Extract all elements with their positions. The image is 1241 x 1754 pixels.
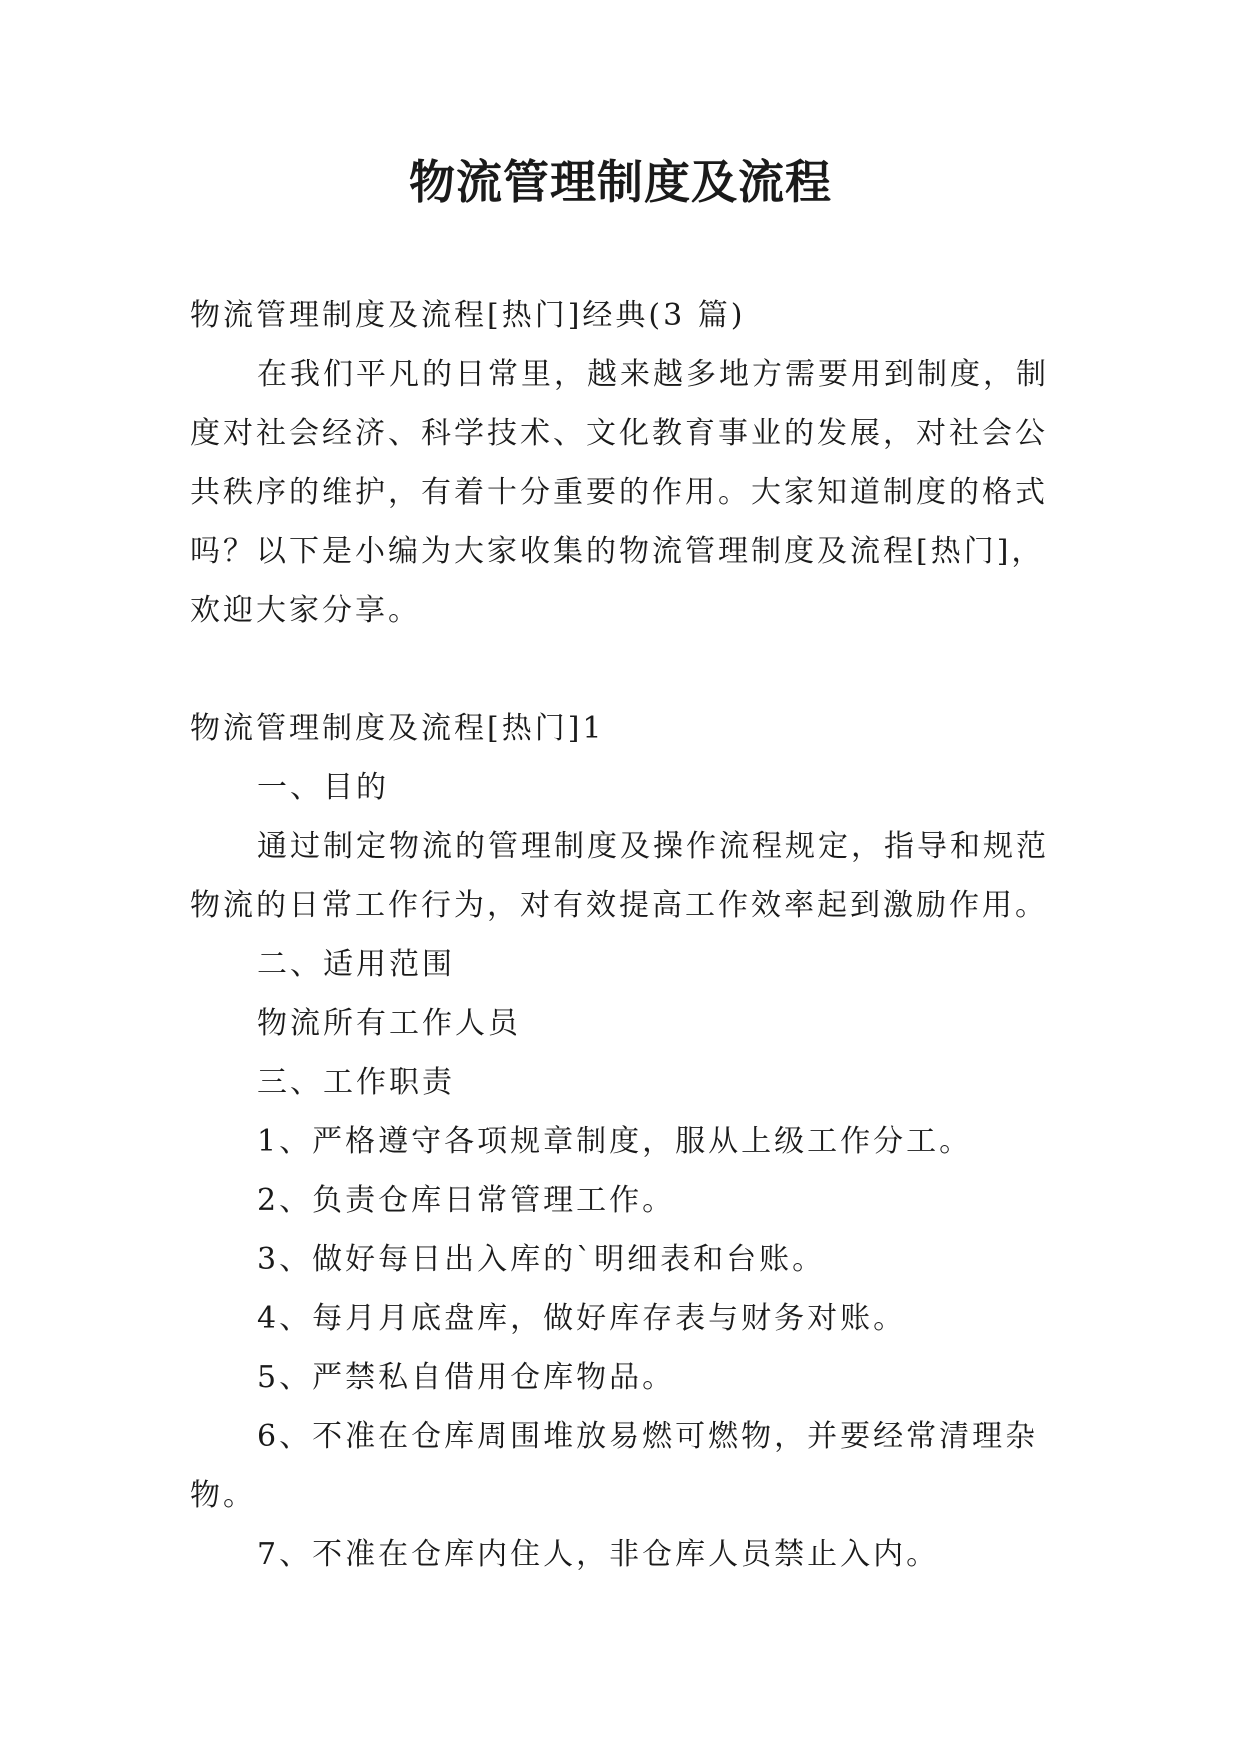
scope-paragraph: 物流所有工作人员 xyxy=(257,1006,521,1041)
heading-purpose: 一、目的 xyxy=(257,770,389,805)
duty-item: 7、不准在仓库内住人，非仓库人员禁止入内。 xyxy=(257,1537,940,1572)
purpose-paragraph: 通过制定物流的管理制度及操作流程规定，指导和规范物流的日常工作行为，对有效提高工作效率起到激励作用。 xyxy=(190,829,1049,923)
duty-item: 6、不准在仓库周围堆放易燃可燃物，并要经常清理杂物。 xyxy=(190,1419,1039,1513)
section-title: 物流管理制度及流程[热门]1 xyxy=(190,711,605,746)
duty-item: 3、做好每日出入库的`明细表和台账。 xyxy=(257,1242,826,1277)
document-title: 物流管理制度及流程 xyxy=(409,155,832,209)
heading-duties: 三、工作职责 xyxy=(257,1065,455,1100)
document-body xyxy=(190,286,1070,1584)
intro-paragraph: 在我们平凡的日常里，越来越多地方需要用到制度，制度对社会经济、科学技术、文化教育事业的发展，对社会公共秩序的维护，有着十分重要的作用。大家知道制度的格式吗？以下是小编为大家收集的物流管理制度及流程[热门]，欢迎大家分享。 xyxy=(190,357,1049,628)
duty-item: 2、负责仓库日常管理工作。 xyxy=(257,1183,676,1218)
duty-item: 5、严禁私自借用仓库物品。 xyxy=(257,1360,676,1395)
duty-item: 1、严格遵守各项规章制度，服从上级工作分工。 xyxy=(257,1124,973,1159)
document-subtitle: 物流管理制度及流程[热门]经典(3 篇) xyxy=(190,298,746,333)
duty-item: 4、每月月底盘库，做好库存表与财务对账。 xyxy=(257,1301,907,1336)
heading-scope: 二、适用范围 xyxy=(257,947,455,982)
